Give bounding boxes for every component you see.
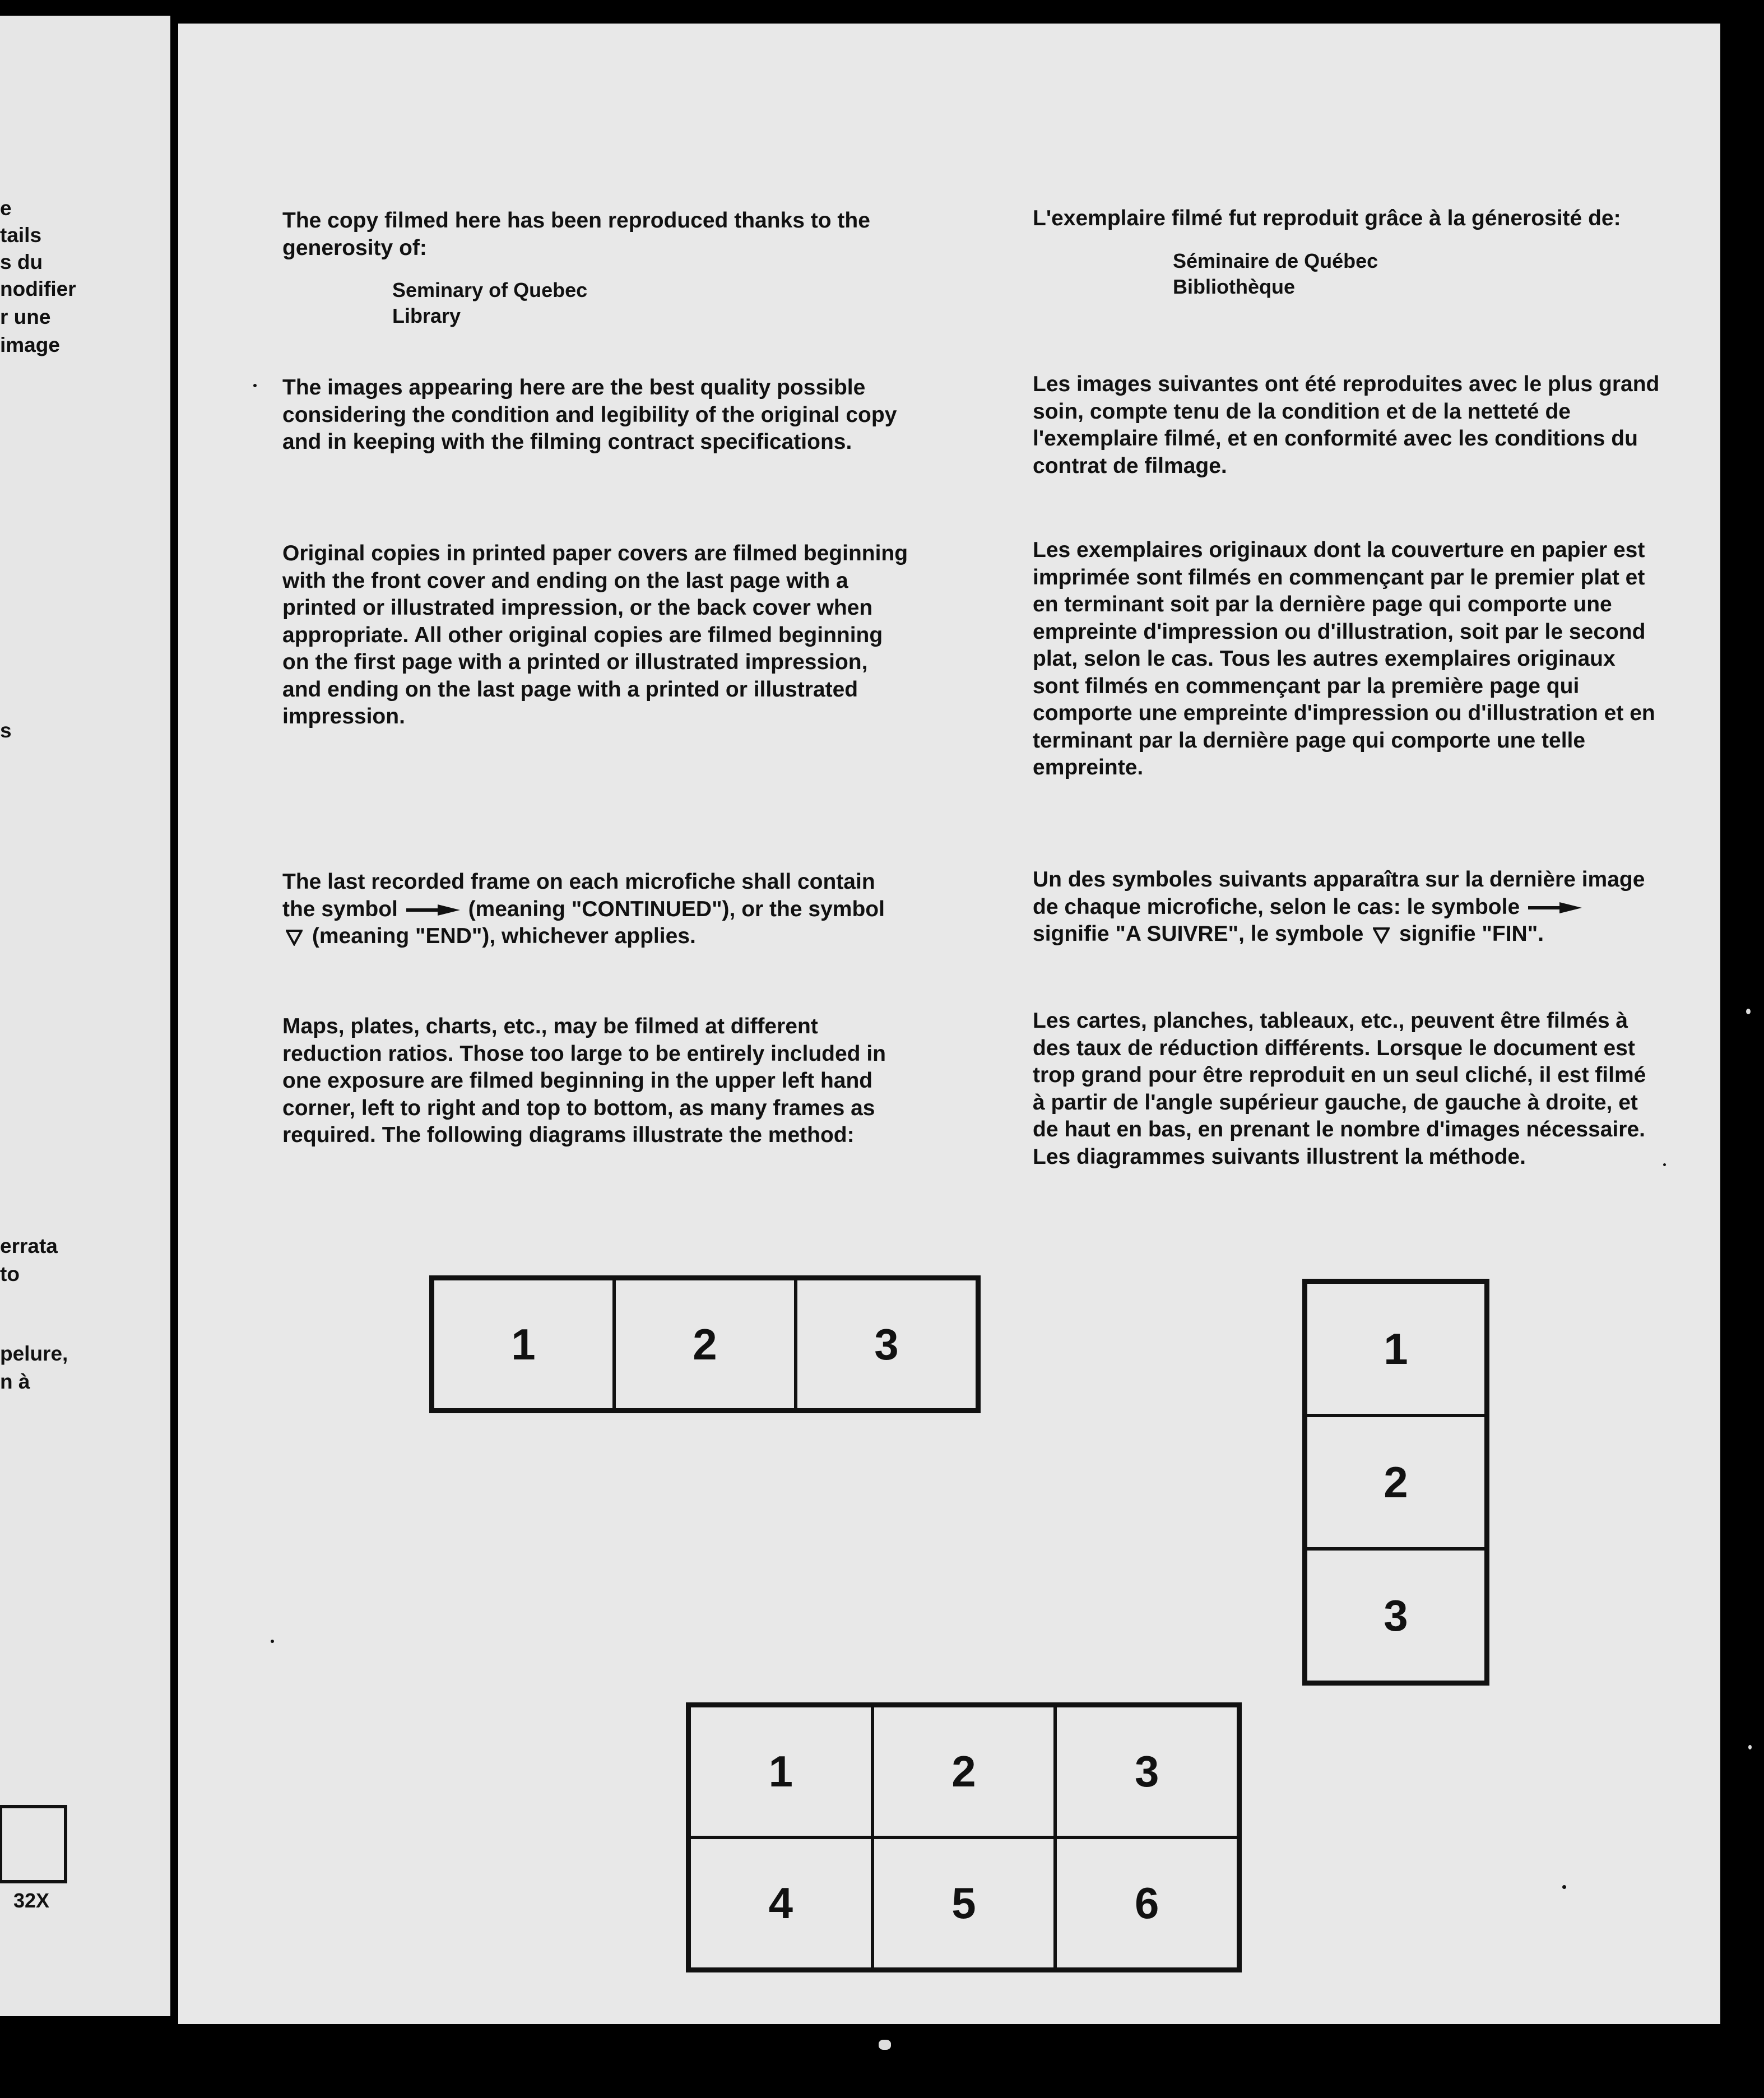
strip-fragment: errata (0, 1234, 58, 1257)
diagram-horizontal-frames (429, 1275, 981, 1413)
scan-speck (253, 384, 257, 387)
en-institution-line2: Library (392, 304, 461, 327)
fr-quality-paragraph: Les images suivantes ont été reproduites avec le plus grand soin, compte tenu de la condition et de la netteté de l'exemplaire filmé, et en conformité avec les conditions du contrat de filmage. (1033, 372, 1660, 478)
frame-cell: 3 (1306, 1549, 1486, 1682)
en-originals-paragraph: Original copies in printed paper covers are filmed beginning with the front cover and ending on the last page with a printed or illustrated impression, or the back cover when appropriate. All other original copies are filmed beginning on the first page with a printed or illustrated impression, and ending on the last page with a printed or illustrated impression. (282, 541, 908, 728)
continued-arrow-icon (406, 903, 460, 917)
frame-cell: 3 (1055, 1706, 1238, 1837)
en-symbols-text-1: The last recorded frame on each microfiche shall contain the symbol (282, 870, 875, 921)
strip-fragment: to (0, 1262, 20, 1285)
scan-speck (1663, 1163, 1666, 1166)
frame-cell: 1 (689, 1706, 872, 1837)
fr-maps-paragraph: Les cartes, planches, tableaux, etc., peuvent être filmés à des taux de réduction différents. Lorsque le document est trop grand pour être reproduit en un seul cliché, il est filmé à partir de l'angle supérieur gauche, de gauche à droite, et de haut en bas, en prenant le nombre d'images nécessaire. Les diagrammes suivants illustrent la méthode. (1033, 1009, 1646, 1169)
left-page-strip (0, 16, 170, 2016)
frame-cell: 4 (689, 1837, 872, 1969)
french-column (1033, 205, 1660, 300)
fr-symbols-text-2: signifie "A SUIVRE", le symbole (1033, 922, 1364, 946)
main-page (178, 24, 1720, 2024)
strip-fragment: n à (0, 1370, 30, 1393)
frame-cell: 2 (614, 1279, 796, 1410)
fr-intro: L'exemplaire filmé fut reproduit grâce à la génerosité de: (1033, 206, 1621, 230)
frame-cell: 1 (433, 1279, 614, 1410)
strip-fragment: s (0, 719, 12, 742)
fr-symbols-text-1: Un des symboles suivants apparaîtra sur la dernière image de chaque microfiche, selon le cas: le symbole (1033, 867, 1645, 919)
end-triangle-icon (286, 929, 303, 946)
strip-fragment: s du (0, 250, 43, 273)
continued-arrow-icon (1528, 901, 1582, 915)
en-symbols-text-2: (meaning "CONTINUED"), or the symbol (468, 897, 885, 921)
strip-fragment: e (0, 197, 12, 220)
strip-fragment: nodifier (0, 277, 76, 300)
fr-symbols-text-3: signifie "FIN". (1399, 922, 1544, 946)
frame-cell: 5 (872, 1837, 1056, 1969)
strip-fragment: tails (0, 224, 42, 247)
strip-fragment: image (0, 333, 60, 356)
frame-cell: 6 (1055, 1837, 1238, 1969)
en-institution-line1: Seminary of Quebec (392, 279, 588, 301)
frame-cell: 2 (872, 1706, 1056, 1837)
strip-fragment: pelure, (0, 1342, 68, 1365)
strip-fragment: r une (0, 305, 51, 328)
fr-symbols-paragraph (1033, 866, 1660, 948)
scan-speck (1748, 1745, 1752, 1749)
en-symbols-paragraph (282, 869, 910, 950)
scan-speck (1562, 1885, 1566, 1889)
en-intro: The copy filmed here has been reproduced thanks to the generosity of: (282, 208, 870, 260)
reduction-scale-box (0, 1805, 67, 1883)
scan-speck (1746, 1009, 1751, 1014)
scan-speck (879, 2040, 891, 2050)
frame-cell: 3 (796, 1279, 977, 1410)
en-symbols-text-3: (meaning "END"), whichever applies. (312, 924, 696, 948)
fr-originals-paragraph: Les exemplaires originaux dont la couverture en papier est imprimée sont filmés en commençant par le premier plat et en terminant soit par la dernière page qui comporte une empreinte d'impression ou d'illustration, soit par le second plat, selon le cas. Tous les autres exemplaires originaux sont filmés en commençant par la première page qui comporte une empreinte d'impression ou d'illustration et en terminant par la dernière page qui comporte une telle empreinte. (1033, 538, 1655, 779)
diagram-grid-frames (686, 1702, 1242, 1972)
en-maps-paragraph: Maps, plates, charts, etc., may be filmed at different reduction ratios. Those too large to be entirely included in one exposure are filmed beginning in the upper left hand corner, left to right and top to bottom, as many frames as required. The following diagrams illustrate the method: (282, 1014, 886, 1147)
end-triangle-icon (1373, 927, 1390, 944)
en-quality-paragraph: The images appearing here are the best quality possible considering the condition and legibility of the original copy and in keeping with the filming contract specifications. (282, 375, 897, 454)
english-column (282, 207, 910, 329)
diagram-vertical-frames (1302, 1279, 1489, 1686)
reduction-label: 32X (13, 1889, 50, 1912)
scan-speck (271, 1640, 274, 1643)
fr-institution-line1: Séminaire de Québec (1173, 249, 1378, 272)
frame-cell: 1 (1306, 1282, 1486, 1415)
frame-cell: 2 (1306, 1415, 1486, 1549)
fr-institution-line2: Bibliothèque (1173, 275, 1295, 298)
